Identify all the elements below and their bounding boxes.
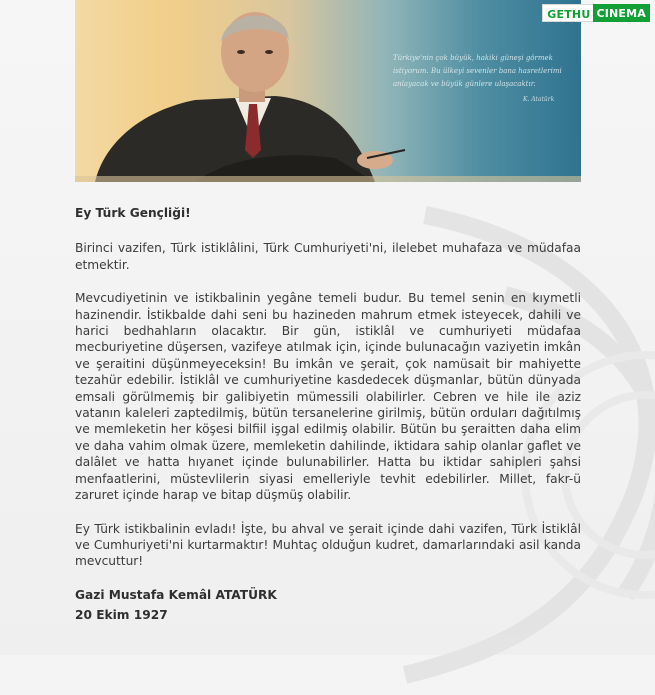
brand-logo-part-b: CINEMA (593, 4, 650, 22)
letter-paragraph: Ey Türk istikbalinin evladı! İşte, bu ahval ve şerait içinde dahi vazifen, Türk İstiklâl ve Cumhuriyeti'ni kurtarmaktır! Muhtaç olduğun kudret, damarlarındaki asil kanda mevcuttur! (75, 521, 581, 569)
letter-signature: Gazi Mustafa Kemâl ATATÜRK (75, 587, 277, 602)
banner-quote-line: anlayacak ve büyük günlere ulaşacaktır. (393, 80, 536, 88)
banner-quote (393, 52, 573, 91)
letter-title: Ey Türk Gençliği! (75, 206, 191, 220)
letter-body (75, 205, 581, 624)
brand-logo-part-a: GETHU (542, 4, 593, 22)
banner-quote-signature: K. Atatürk (523, 96, 555, 103)
letter-paragraph: Birinci vazifen, Türk istiklâlini, Türk Cumhuriyeti'ni, ilelebet muhafaza ve müdafaa etmektir. (75, 241, 581, 272)
header-banner (75, 0, 581, 182)
portrait-figure (75, 0, 581, 182)
banner-quote-line: istiyorum. Bu ülkeyi sevenler bana hasretlerimi (393, 67, 562, 75)
letter-paragraph: Mevcudiyetinin ve istikbalinin yegâne temeli budur. Bu temel senin en kıymetli hazinendir. İstikbalde dahi seni bu hazineden mahrum etmek isteyecek, dahili ve harici bedhahların olacaktır. Bir gün, istiklâl ve cumhuriyeti müdafaa mecburiyetine düşersen, vazifeye atılmak için, içinde bulunacağın vaziyetin imkân ve şeraitini düşünmeyeceksin! Bu imkân ve şerait, çok namüsait bir mahiyette tezahür edebilir. İstiklâl ve cumhuriyetine kasdedecek düşmanlar, bütün dünyada emsali görülmemiş bir galibiyetin mümessili olabilirler. Cebren ve hile ile aziz vatanın kaleleri zaptedilmiş, bütün tersanelerine girilmiş, bütün orduları dağıtılmış ve memleketin her köşesi bilfiil işgal edilmiş olabilir. Bütün bu şeraitten daha elim ve daha vahim olmak üzere, memleketin dahilinde, iktidara sahip olanlar gaflet ve dalâlet ve hatta hıyanet içinde bulunabilirler. Hatta bu iktidar sahipleri şahsi menfaatlerini, müstevlilerin siyasi emelleriyle tevhit edebilirler. Millet, fakr-ü zaruret içinde harap ve bitap düşmüş olabilir. (75, 291, 581, 503)
brand-logo (542, 4, 650, 22)
banner-quote-line: Türkiye'nin çok büyük, hakiki güneşi görmek (393, 54, 553, 62)
letter-date: 20 Ekim 1927 (75, 608, 168, 623)
